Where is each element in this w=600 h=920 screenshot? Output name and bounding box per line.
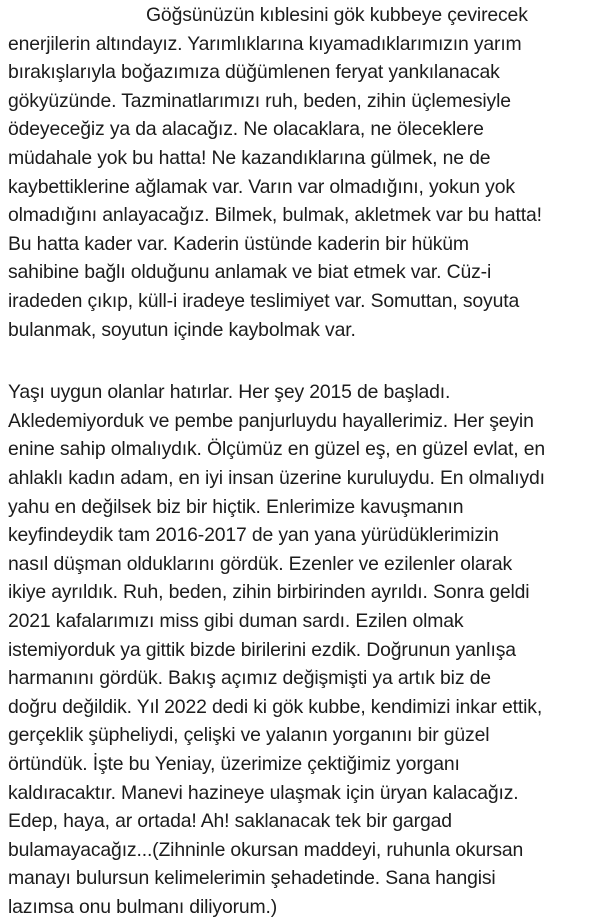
text-line: ödeyeceğiz ya da alacağız. Ne olacaklara, ne öleceklere [8,118,484,140]
text-line: manayı bulursun kelimelerimin şehadetinde. Sana hangisi [8,867,496,889]
text-line: lazımsa onu bulmanı diliyorum.) [8,896,278,918]
text-line: Yaşı uygun olanlar hatırlar. Her şey 2015 de başladı. [8,381,451,403]
text-line: gökyüzünde. Tazminatlarımızı ruh, beden, zihin üçlemesiyle [8,90,511,112]
text-line [8,31,522,57]
text-line: ahlaklı kadın adam, en iyi insan üzerine kuruluydu. En olmalıydı [8,467,545,489]
text-line: iradeden çıkıp, küll-i iradeye teslimiyet var. Somuttan, soyuta [8,290,520,312]
text-line: Akledemiyorduk ve pembe panjurluydu hayallerimiz. Her şeyin [8,410,534,432]
text-line: müdahale yok bu hatta! Ne kazandıklarına gülmek, ne de [8,147,491,169]
text-line: kaldıracaktır. Manevi hazineye ulaşmak için üryan kalacağız. [8,782,519,804]
text-line: ikiye ayrıldık. Ruh, beden, zihin birbirinden ayrıldı. Sonra geldi [8,581,530,603]
text-line: 2021 kafalarımızı miss gibi duman sardı. Ezilen olmak [8,610,464,632]
text-line: Bu hatta kader var. Kaderin üstünde kaderin bir hüküm [8,233,469,255]
text-line: doğru değildik. Yıl 2022 dedi ki gök kubbe, kendimizi inkar ettik, [8,696,543,718]
text-line: gerçeklik şüpheliydi, çelişki ve yalanın yorganını bir güzel [8,724,490,746]
text-line: harmanını gördük. Bakış açımız değişmişti ya artık biz de [8,667,491,689]
text-line: Edep, haya, ar ortada! Ah! saklanacak tek bir gargad [8,810,452,832]
text-line: bırakışlarıyla boğazımıza düğümlenen feryat yankılanacak [8,61,500,83]
text-line: yahu en değilsek biz bir hiçtik. Enlerimize kavuşmanın [8,496,464,518]
text-line: sahibine bağlı olduğunu anlamak ve biat etmek var. Cüz-i [8,261,492,283]
text-line: nasıl düşman olduklarını gördük. Ezenler ve ezilenler olarak [8,553,513,575]
text-line-part: enerjilerin altındayız. Yarımlıklarına kıyamadıklarımızın yarım [8,33,522,55]
text-line: keyfindeydik tam 2016-2017 de yan yana yürüdüklerimizin [8,524,499,546]
text-line: olmadığını anlayacağız. Bilmek, bulmak, akletmek var bu hatta! [8,204,542,226]
text-line: bulamayacağız...(Zihninle okursan maddeyi, ruhunla okursan [8,839,524,861]
text-line: istemiyorduk ya gittik bizde birilerini ezdik. Doğrunun yanlışa [8,639,516,661]
text-line: bulanmak, soyutun içinde kaybolmak var. [8,319,356,341]
text-line: Göğsünüzün kıblesini gök kubbeye çevirecek [146,4,528,26]
text-line: enine sahip olmalıydık. Ölçümüz en güzel eş, en güzel evlat, en [8,438,546,460]
text-line: örtündük. İşte bu Yeniay, üzerimize çektiğimiz yorganı [8,753,460,775]
text-line: kaybettiklerine ağlamak var. Varın var olmadığını, yokun yok [8,176,515,198]
